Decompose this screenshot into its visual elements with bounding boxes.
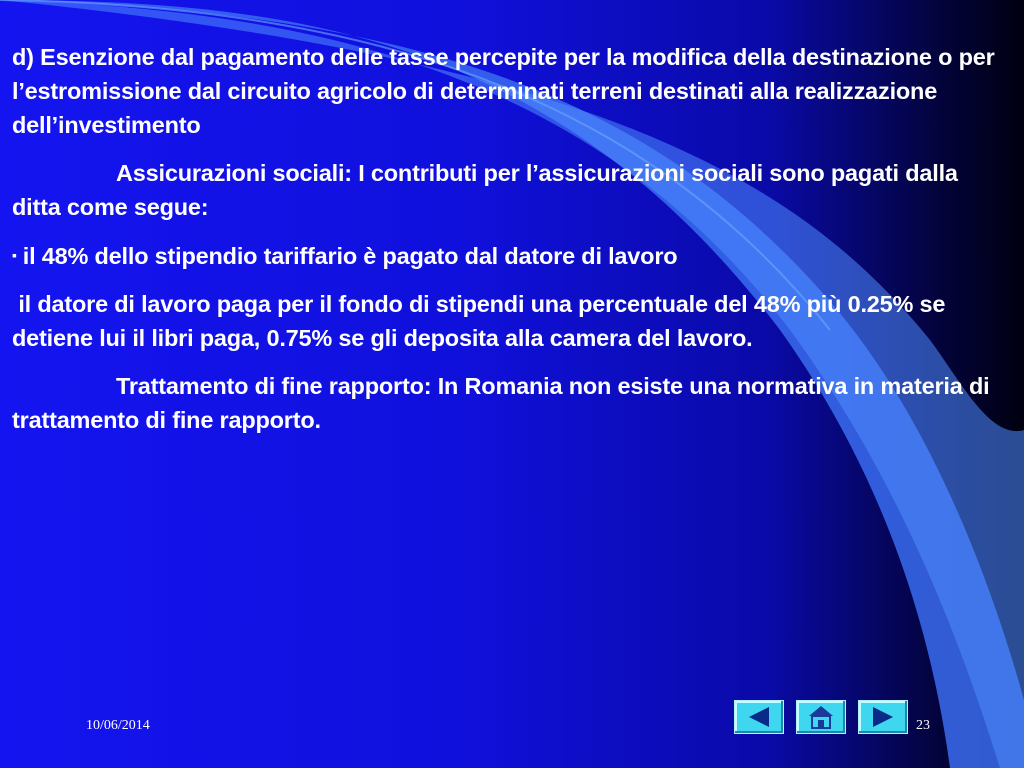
triangle-left-icon [735,701,783,733]
paragraph-trattamento-text: Trattamento di fine rapporto: In Romania non esiste una normativa in materia di trattamento di fine rapporto. [12,373,990,433]
next-slide-button[interactable] [858,700,908,734]
page-number: 23 [916,718,930,733]
house-icon [797,701,845,733]
paragraph-datore: il datore di lavoro paga per il fondo di stipendi una percentuale del 48% più 0.25% se detiene lui il libri paga, 0.75% se gli deposita alla camera del lavoro. [12,291,952,351]
paragraph-assicurazioni [12,156,1012,224]
paragraph-esenzione: d) Esenzione dal pagamento delle tasse percepite per la modifica della destinazione o per l’estromissione dal circuito agricolo di determinati terreni destinati alla realizzazione dell’investimento [12,44,995,138]
bullet-item [12,238,1012,273]
home-button[interactable] [796,700,846,734]
bullet-icon: ▪ [12,247,17,263]
previous-slide-button[interactable] [734,700,784,734]
footer-date: 10/06/2014 [86,718,150,733]
paragraph-trattamento [12,369,1012,437]
slide-body [12,40,1012,451]
bullet-item-text: il 48% dello stipendio tariffario è pagato dal datore di lavoro [22,243,678,269]
paragraph-assicurazioni-text: Assicurazioni sociali: I contributi per l’assicurazioni sociali sono pagati dalla ditta come segue: [12,160,958,220]
triangle-right-icon [859,701,907,733]
